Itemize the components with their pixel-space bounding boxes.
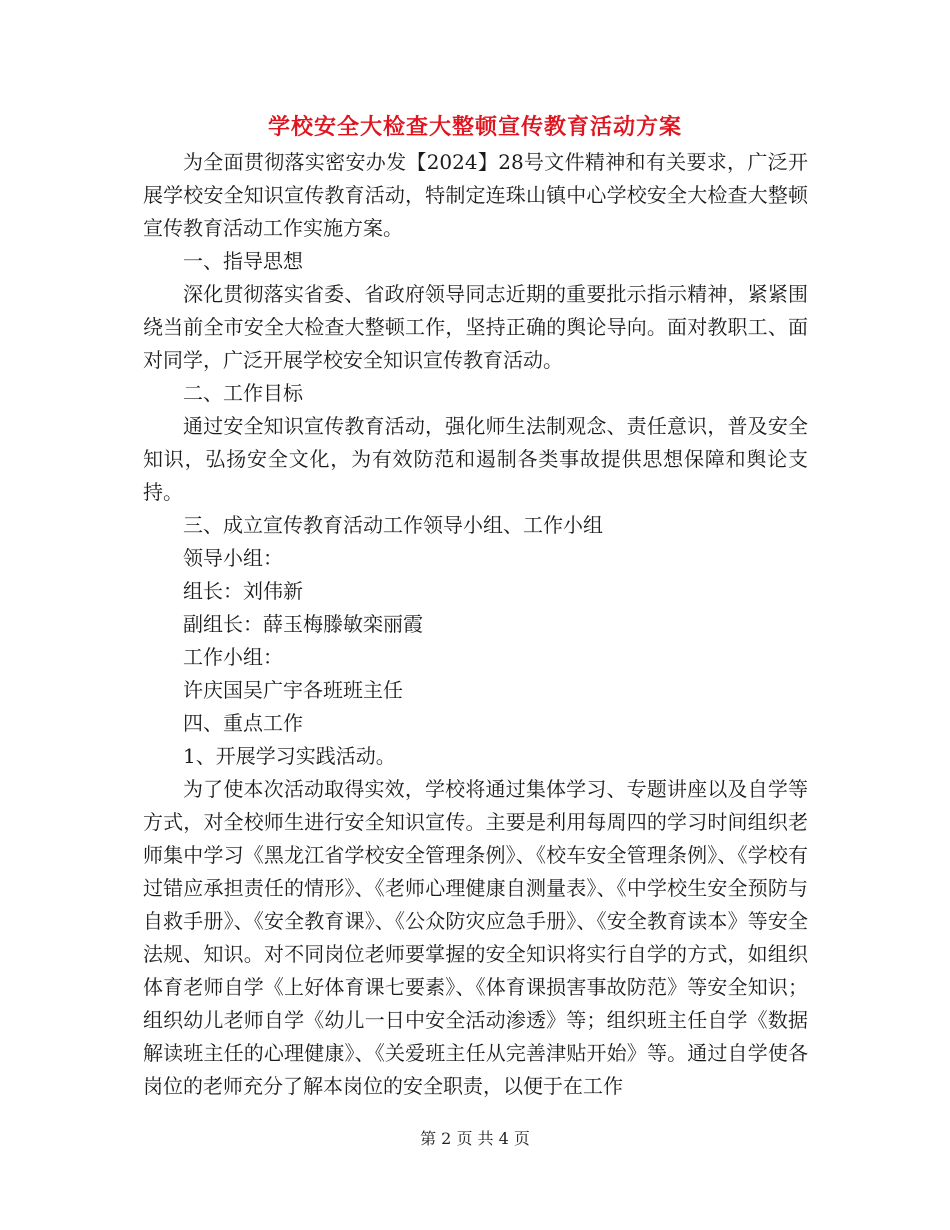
document-body <box>143 146 808 1103</box>
paragraph-intro: 为全面贯彻落实密安办发【2024】28号文件精神和有关要求，广泛开展学校安全知识宣传教育活动，特制定连珠山镇中心学校安全大检查大整顿宣传教育活动工作实施方案。 <box>143 150 808 240</box>
subheading-study-practice: 1、开展学习实践活动。 <box>183 744 396 768</box>
document-title: 学校安全大检查大整顿宣传教育活动方案 <box>267 114 682 140</box>
heading-work-goals: 二、工作目标 <box>183 381 303 405</box>
group-leader: 组长：刘伟新 <box>183 579 303 603</box>
heading-guiding-thought: 一、指导思想 <box>183 249 303 273</box>
label-work-group: 工作小组： <box>183 645 283 669</box>
heading-key-work: 四、重点工作 <box>183 711 303 735</box>
label-leadership-group: 领导小组： <box>183 546 283 570</box>
deputy-group-leader: 副组长：薛玉梅滕敏栾丽霞 <box>183 612 423 636</box>
paragraph-guiding-thought: 深化贯彻落实省委、省政府领导同志近期的重要批示指示精神，紧紧围绕当前全市安全大检查大整顿工作，坚持正确的舆论导向。面对教职工、面对同学，广泛开展学校安全知识宣传教育活动。 <box>143 282 808 372</box>
paragraph-work-goals: 通过安全知识宣传教育活动，强化师生法制观念、责任意识，普及安全知识，弘扬安全文化，为有效防范和遏制各类事故提供思想保障和舆论支持。 <box>143 414 808 504</box>
paragraph-study-practice: 为了使本次活动取得实效，学校将通过集体学习、专题讲座以及自学等方式，对全校师生进行安全知识宣传。主要是利用每周四的学习时间组织老师集中学习《黑龙江省学校安全管理条例》、《校车安全管理条例》、《学校有过错应承担责任的情形》、《老师心理健康自测量表》、《中学校生安全预防与自救手册》、《安全教育课》、《公众防灾应急手册》、《安全教育读本》等安全法规、知识。对不同岗位老师要掌握的安全知识将实行自学的方式，如组织体育老师自学《上好体育课七要素》、《体育课损害事故防范》等安全知识；组织幼儿老师自学《幼儿一日中安全活动渗透》等；组织班主任自学《数据解读班主任的心理健康》、《关爱班主任从完善津贴开始》等。通过自学使各岗位的老师充分了解本岗位的安全职责，以便于在工作 <box>143 777 808 1098</box>
work-group-members: 许庆国吴广宇各班班主任 <box>183 678 403 702</box>
page-number-footer: 第 2 页 共 4 页 <box>420 1129 530 1148</box>
heading-leadership-group: 三、成立宣传教育活动工作领导小组、工作小组 <box>183 513 603 537</box>
